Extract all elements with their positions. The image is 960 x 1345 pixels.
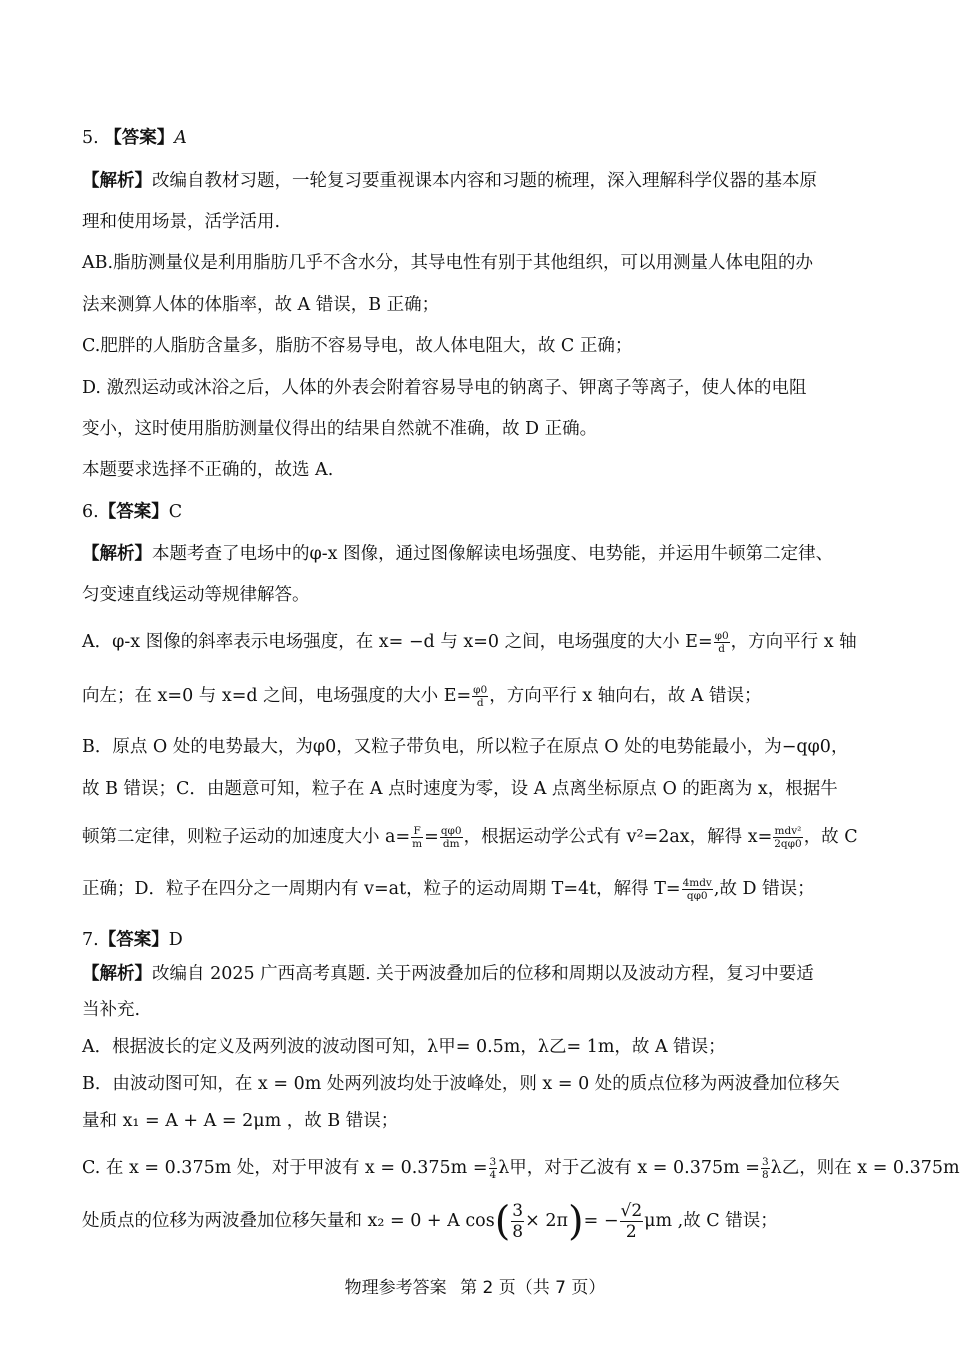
q6-analysis-tag: 【解析】 [82,544,152,564]
q7-answer-tag: 【答案】 [98,930,169,950]
q7-analysis-tag: 【解析】 [82,964,152,984]
q5-analysis-line-3: AB.脂肪测量仪是利用脂肪几乎不含水分，其导电性有别于其他组织，可以用测量人体电阻的办 [82,253,814,273]
q6-option-b-line-1: B．原点 O 处的电势最大，为φ0，又粒子带负电，所以粒子在原点 O 处的电势能最小，为−qφ0， [82,737,849,757]
fraction: $\frac{\text{mdv²}}{2q\varphi 0}$ [774,825,802,850]
footer-title: 物理参考答案 [344,1278,447,1298]
q7-answer-value: D [168,930,183,950]
q5-analysis-line-4: 法来测算人体的体脂率，故 A 错误，B 正确； [82,295,440,315]
q7-number: 7. [82,930,99,950]
q5-analysis-line-1: 【解析】改编自教材习题，一轮复习要重视课本内容和习题的梳理，深入理解科学仪器的基本原 [82,171,817,191]
fraction: $\frac{3}{4}$ [489,1156,497,1181]
q5-analysis-tag: 【解析】 [82,171,152,191]
q6-number: 6. [82,502,99,522]
q5-number: 5. [82,128,99,148]
q6-option-d-line: 正确；D．粒子在四分之一周期内有 v=at，粒子的运动周期 T=4t，解得 T= $\frac{\text{4mdv}}{q\varphi 0}$ ,故 D 错误； [82,877,815,902]
fraction: $\frac{\text{4mdv}}{q\varphi 0}$ [682,877,712,902]
q7-option-b-line-2: 量和 x₁ = A + A = 2μm ，故 B 错误； [82,1111,399,1131]
q5-analysis-line-5: C.肥胖的人脂肪含量多，脂肪不容易导电，故人体电阻大，故 C 正确； [82,336,633,356]
q6-answer-line [82,500,872,524]
q7-analysis-line-2: 当补充. [82,1000,141,1020]
fraction: $\frac{F}{m}$ [412,825,423,850]
page-footer [0,1276,950,1300]
fraction: $\frac{√2}{2}$ [620,1201,643,1242]
q7-answer-line [82,928,872,952]
fraction: $\frac{q\varphi 0}{dm}$ [440,825,462,850]
q6-option-a-line-2: 向左；在 x=0 与 x=d 之间，电场强度的大小 E= $\frac{\varphi 0}{d}$ ，方向平行 x 轴向右，故 A 错误； [82,684,762,709]
q7-option-c-line-1: C. 在 x = 0.375m 处，对于甲波有 x = 0.375m = $\frac{3}{4}$ λ甲，对于乙波有 x = 0.375m = $\frac{3}{8}$ λ乙，则在 x = 0.375m [82,1156,960,1181]
q6-option-b-line-2: 故 B 错误；C．由题意可知，粒子在 A 点时速度为零，设 A 点离坐标原点 O 的距离为 x，根据牛 [82,779,838,799]
q7-option-b-line-1: B．由波动图可知，在 x = 0m 处两列波均处于波峰处，则 x = 0 处的质点位移为两波叠加位移矢 [82,1074,840,1094]
q7-option-a-line: A．根据波长的定义及两列波的波动图可知，λ甲= 0.5m，λ乙= 1m，故 A 错误； [82,1037,726,1057]
q5-analysis-line-2: 理和使用场景，活学活用. [82,212,281,232]
q6-option-c-line: 顿第二定律，则粒子运动的加速度大小 a= $\frac{F}{m}$ = $\frac{q\varphi 0}{dm}$ ，根据运动学公式有 v²=2ax，解得 x= $\frac{\text{mdv²}}{2q\varphi 0}$ ，故 C [82,825,858,850]
q7-analysis-line-1: 【解析】改编自 2025 广西高考真题. 关于两波叠加后的位移和周期以及波动方程，复习中要适 [82,964,814,984]
q6-option-a-line-1: A．φ-x 图像的斜率表示电场强度，在 x= −d 与 x=0 之间，电场强度的大小 E= $\frac{\varphi 0}{d}$ ，方向平行 x 轴 [82,630,857,655]
q6-analysis-line-1: 【解析】本题考查了电场中的φ-x 图像，通过图像解读电场强度、电势能，并运用牛顿第二定律、 [82,544,834,564]
q5-answer-value: A [174,128,187,148]
fraction: $\frac{\varphi 0}{d}$ [714,630,729,655]
q5-answer-tag: 【答案】 [104,128,175,148]
q6-answer-tag: 【答案】 [98,502,169,522]
q5-conclusion: 本题要求选择不正确的，故选 A. [82,460,334,480]
q7-option-c-line-2: 处质点的位移为两波叠加位移矢量和 x₂ = 0 + A cos( $\frac{3}{8}$ × 2π)= − $\frac{√2}{2}$ μm ,故 C 错误； [82,1198,778,1245]
footer-page-number: 第 2 页（共 7 页） [460,1278,606,1298]
fraction: $\frac{3}{8}$ [512,1201,524,1242]
q5-analysis-line-6: D. 激烈运动或沐浴之后，人体的外表会附着容易导电的钠离子、钾离子等离子，使人体的电阻 [82,378,807,398]
fraction: $\frac{\varphi 0}{d}$ [473,684,488,709]
q5-analysis-line-7: 变小，这时使用脂肪测量仪得出的结果自然就不准确，故 D 正确。 [82,419,598,439]
q5-answer-line [82,126,872,150]
fraction: $\frac{3}{8}$ [761,1156,769,1181]
q6-answer-value: C [168,502,183,522]
q6-analysis-line-2: 匀变速直线运动等规律解答。 [82,585,310,605]
